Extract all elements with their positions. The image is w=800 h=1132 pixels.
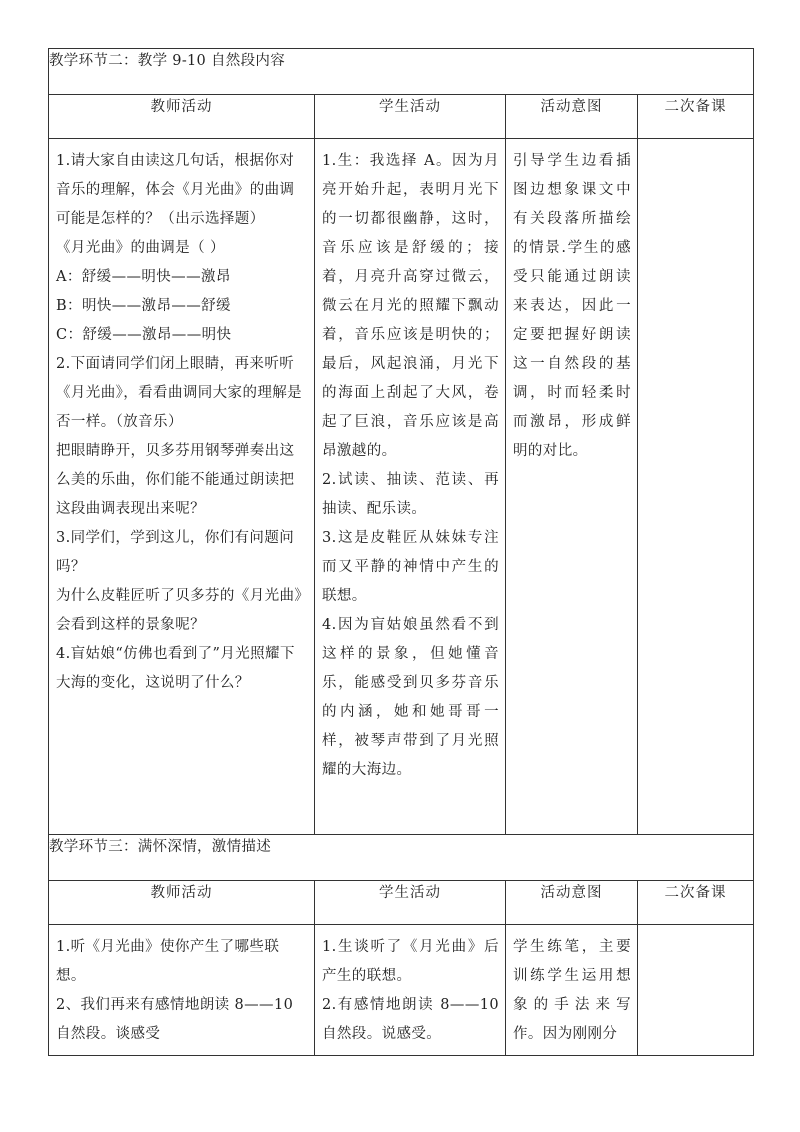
header-teacher-activity: 教师活动 [49, 881, 315, 925]
header-second-prep: 二次备课 [638, 95, 754, 139]
second-prep-text [638, 925, 753, 939]
second-prep-cell [638, 139, 754, 835]
teacher-paragraph: 2.下面请同学们闭上眼睛，再来听听《月光曲》，看看曲调同大家的理解是否一样。（放音乐） [56, 356, 303, 430]
header-activity-intent: 活动意图 [506, 881, 638, 925]
teacher-activity-cell [49, 139, 315, 835]
activity-intent-cell [506, 925, 638, 1056]
intent-paragraph: 学生练笔，主要训练学生运用想象的手法来写作。因为刚刚分 [513, 939, 631, 1042]
teacher-paragraph: 1.听《月光曲》使你产生了哪些联想。 [56, 939, 280, 984]
header-activity-intent: 活动意图 [506, 95, 638, 139]
student-activity-cell [315, 925, 506, 1056]
header-student-activity: 学生活动 [315, 95, 506, 139]
header-second-prep: 二次备课 [638, 881, 754, 925]
section-title: 教学环节二：教学 9-10 自然段内容 [49, 49, 754, 95]
teacher-paragraph: A：舒缓——明快——激昂 [56, 269, 231, 285]
student-activity-cell [315, 139, 506, 835]
teacher-paragraph: C：舒缓——激昂——明快 [56, 327, 232, 343]
teacher-paragraph: 4.盲姑娘“仿佛也看到了”月光照耀下大海的变化，这说明了什么？ [56, 646, 295, 691]
student-paragraph: 2.有感情地朗读 8——10 自然段。说感受。 [322, 997, 499, 1042]
student-paragraph: 3.这是皮鞋匠从妹妹专注而又平静的神情中产生的联想。 [322, 530, 499, 604]
header-student-activity: 学生活动 [315, 881, 506, 925]
intent-paragraph: 引导学生边看插图边想象课文中有关段落所描绘的情景.学生的感受只能通过朗读来表达，因此一定要把握好朗读这一自然段的基调，时而轻柔时而激昂，形成鲜明的对比。 [513, 153, 631, 459]
teacher-paragraph: 2、我们再来有感情地朗读 8——10 自然段。谈感受 [56, 997, 294, 1042]
teacher-paragraph: 把眼睛睁开，贝多芬用钢琴弹奏出这么美的乐曲，你们能不能通过朗读把这段曲调表现出来呢？ [56, 443, 295, 517]
header-teacher-activity: 教师活动 [49, 95, 315, 139]
teacher-paragraph: 3.同学们，学到这儿，你们有问题问吗？ [56, 530, 295, 575]
student-paragraph: 2.试读、抽读、范读、再抽读、配乐读。 [322, 472, 499, 517]
activity-intent-cell [506, 139, 638, 835]
teacher-paragraph: B：明快——激昂——舒缓 [56, 298, 231, 314]
lesson-plan-table [48, 48, 754, 1056]
second-prep-cell [638, 925, 754, 1056]
teacher-activity-cell [49, 925, 315, 1056]
student-paragraph: 1.生：我选择 A。因为月亮开始升起，表明月光下的一切都很幽静，这时，音乐应该是舒缓的；接着，月亮升高穿过微云，微云在月光的照耀下飘动着，音乐应该是明快的；最后，风起浪涌，月光下的海面上刮起了大风，卷起了巨浪，音乐应该是高昂激越的。 [322, 153, 499, 459]
section-title: 教学环节三：满怀深情，激情描述 [49, 835, 754, 881]
teacher-paragraph: 1.请大家自由读这几句话，根据你对音乐的理解，体会《月光曲》的曲调可能是怎样的？（出示选择题） [56, 153, 295, 227]
student-paragraph: 4.因为盲姑娘虽然看不到这样的景象，但她懂音乐，能感受到贝多芬音乐的内涵，她和她哥哥一样，被琴声带到了月光照耀的大海边。 [322, 617, 499, 778]
student-paragraph: 1.生谈听了《月光曲》后产生的联想。 [322, 939, 499, 984]
second-prep-text [638, 139, 753, 153]
teacher-paragraph: 为什么皮鞋匠听了贝多芬的《月光曲》会看到这样的景象呢？ [56, 588, 303, 633]
teacher-paragraph: 《月光曲》的曲调是（ ） [56, 240, 225, 256]
